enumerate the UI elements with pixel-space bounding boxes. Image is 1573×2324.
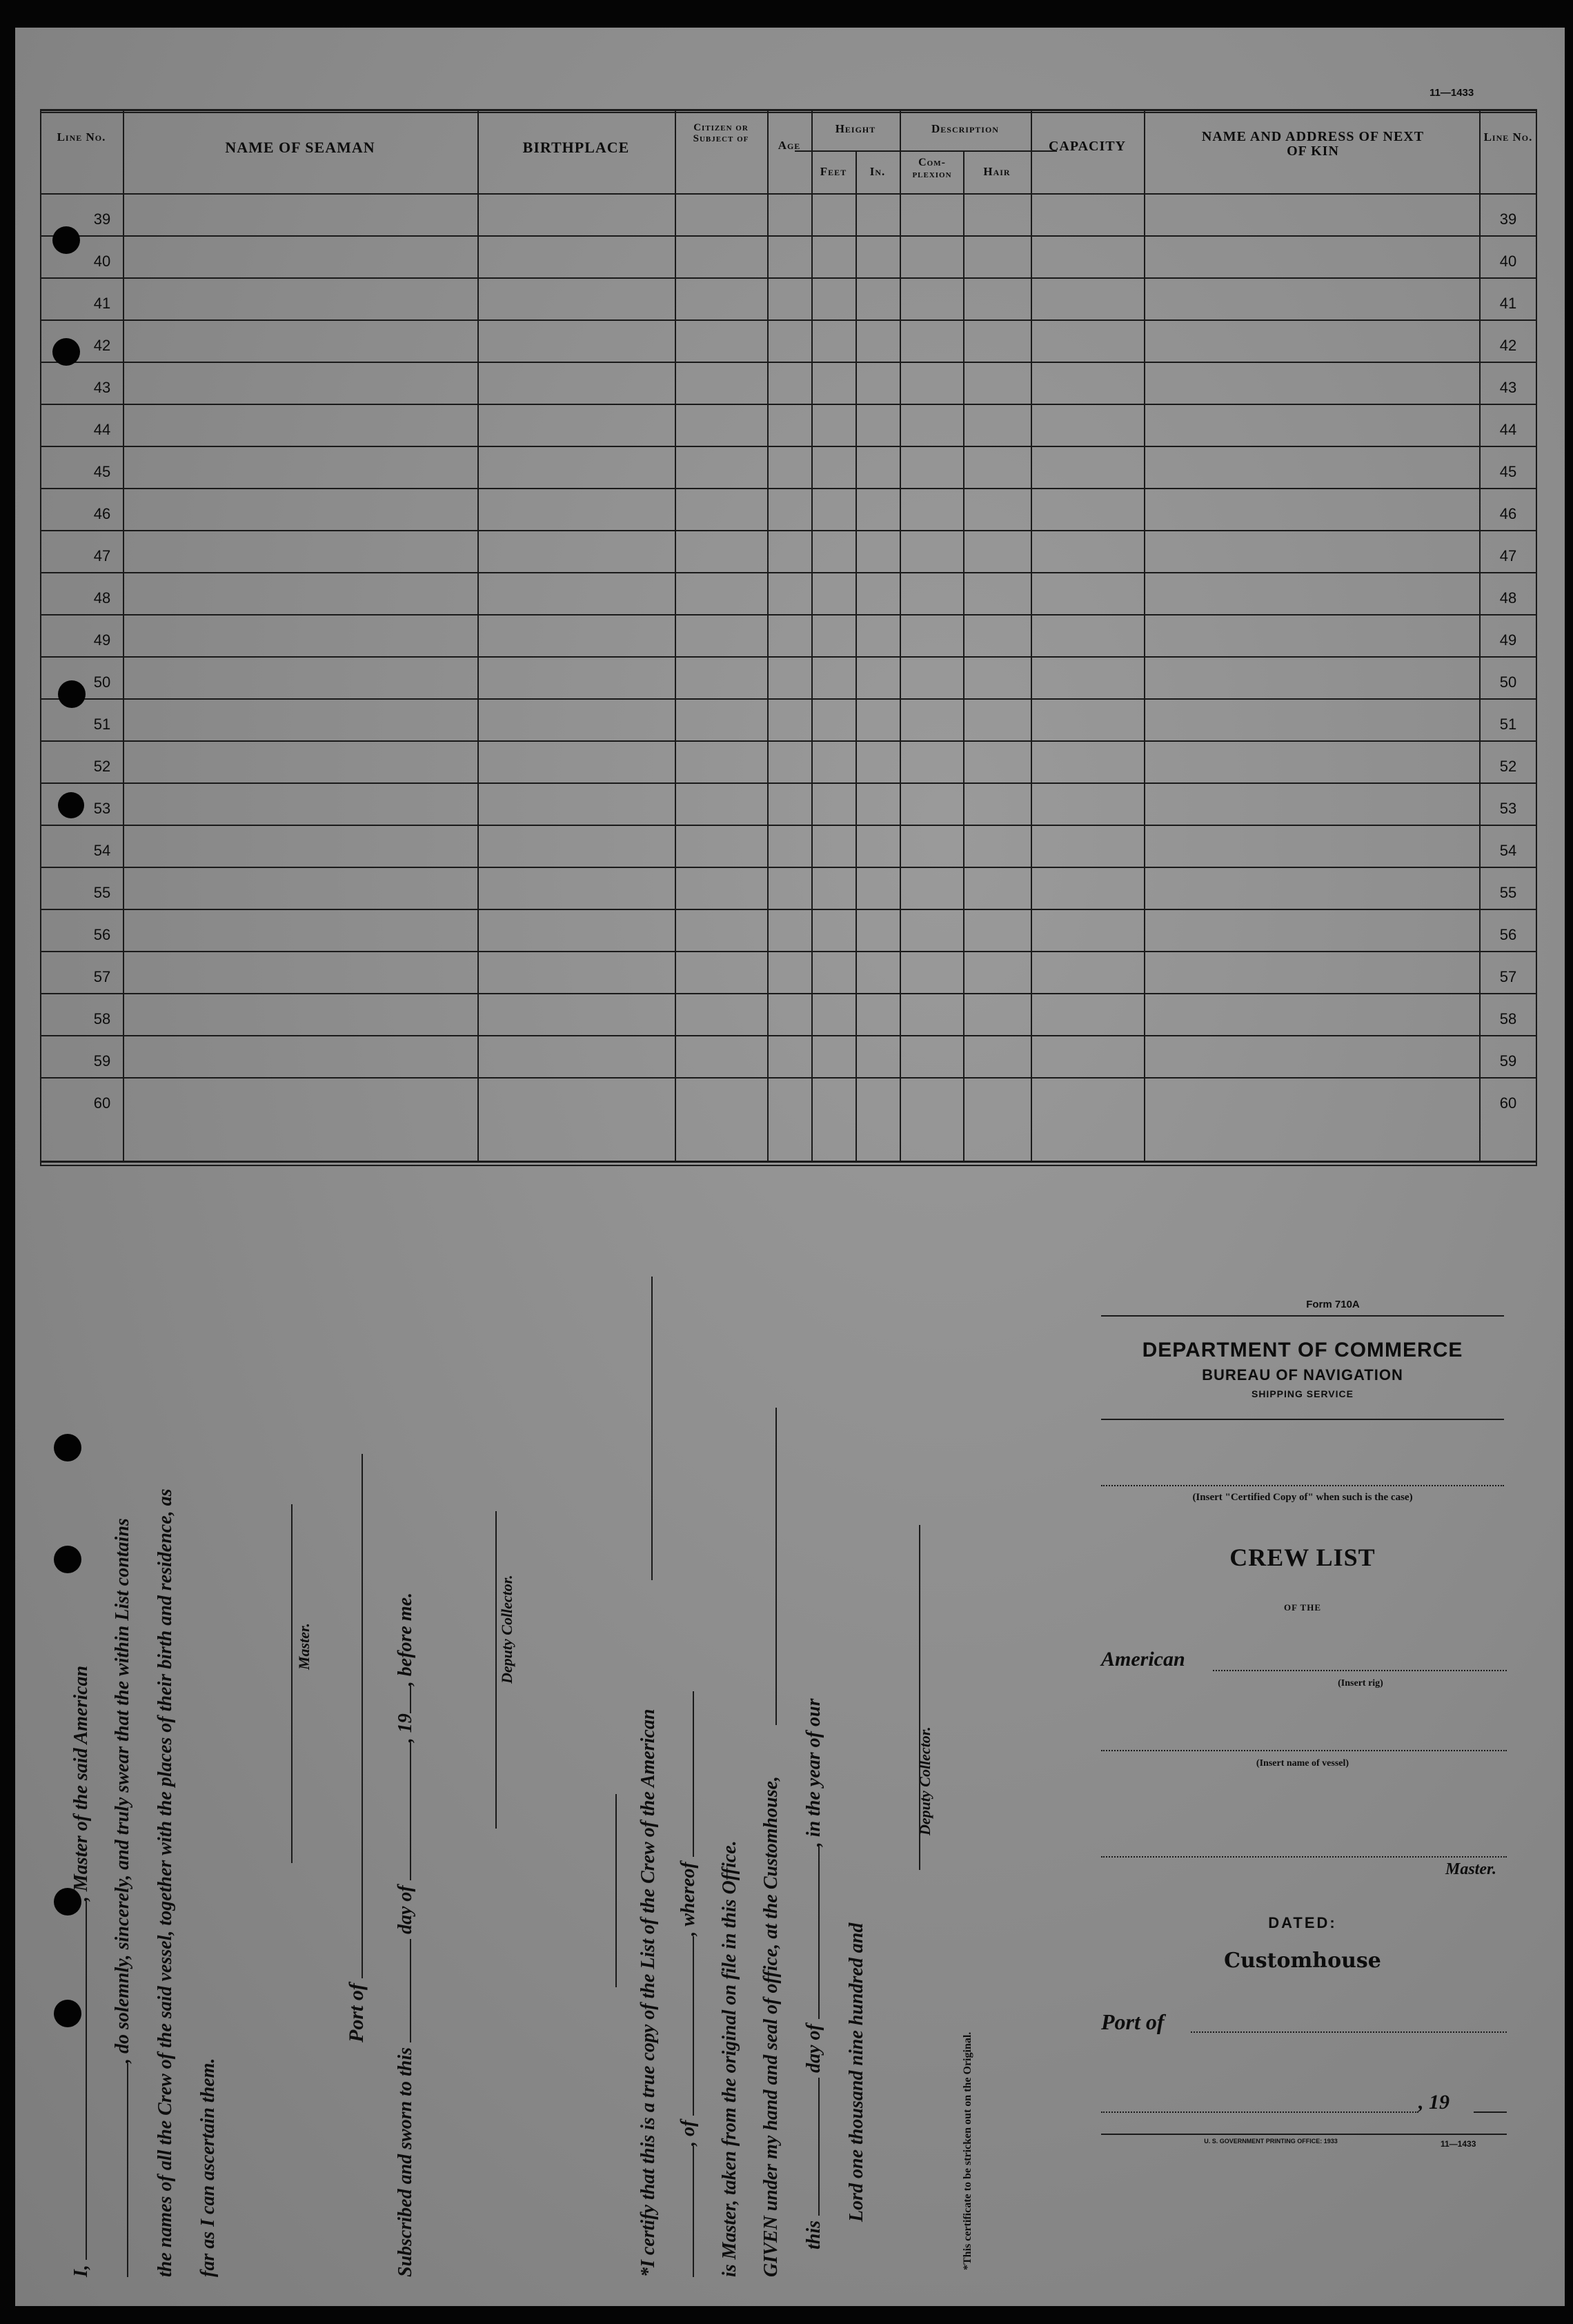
line-number-left: 42	[93, 337, 111, 354]
line-number-left: 57	[93, 968, 111, 985]
oath-i: I,	[70, 2265, 92, 2277]
deputy-collector-1: Deputy Collector.	[498, 1575, 515, 1684]
row-rule	[40, 488, 1537, 489]
header-complexion: Com-plexion	[912, 157, 952, 180]
line-number-left: 55	[93, 884, 111, 901]
header-description: Description	[931, 122, 999, 135]
deputy-collector-2: Deputy Collector.	[916, 1726, 933, 1835]
certificate-day-of: day of	[803, 2024, 824, 2073]
row-rule	[40, 909, 1537, 910]
row-rule	[40, 614, 1537, 616]
line-number-right: 42	[1499, 337, 1517, 354]
punch-hole	[52, 226, 80, 254]
insert-rig-note: (Insert rig)	[1338, 1678, 1383, 1688]
insert-vessel-note: (Insert name of vessel)	[1256, 1758, 1349, 1769]
line-number-right: 59	[1499, 1052, 1517, 1070]
header-capacity: CAPACITY	[1048, 139, 1127, 154]
certificate-line-3: is Master, taken from the original on file in this Office.	[719, 1840, 740, 2277]
cover-nineteen: , 19	[1418, 2091, 1450, 2114]
line-number-right: 48	[1499, 589, 1517, 607]
line-number-left: 50	[93, 673, 111, 691]
punch-hole	[52, 338, 80, 366]
row-rule	[40, 446, 1537, 447]
line-number-right: 50	[1499, 673, 1517, 691]
line-number-left: 58	[93, 1010, 111, 1027]
bureau-title: BUREAU OF NAVIGATION	[1202, 1366, 1403, 1383]
line-number-right: 46	[1499, 505, 1517, 522]
line-number-right: 51	[1499, 716, 1517, 733]
master-label: Master.	[295, 1623, 313, 1670]
divider-rule	[615, 1794, 617, 1987]
nineteen-label: , 19	[395, 1713, 416, 1743]
line-number-left: 39	[93, 210, 111, 228]
line-number-right: 54	[1499, 842, 1517, 859]
row-rule	[40, 572, 1537, 573]
row-rule	[40, 1035, 1537, 1036]
row-rule	[40, 404, 1537, 405]
line-number-right: 60	[1499, 1094, 1517, 1112]
punch-hole	[58, 792, 84, 818]
customhouse-label: Customhouse	[1224, 1949, 1381, 1973]
rig-field[interactable]	[1213, 1670, 1507, 1671]
row-rule	[40, 951, 1537, 952]
line-number-right: 41	[1499, 295, 1517, 312]
form-code-top: 11—1433	[1429, 87, 1474, 99]
row-rule	[40, 698, 1537, 700]
certified-copy-note: (Insert "Certified Copy of" when such is the case)	[1192, 1492, 1413, 1503]
row-rule	[40, 867, 1537, 868]
oath-ascertain: far as I can ascertain them.	[197, 2058, 219, 2277]
punch-hole	[58, 680, 86, 708]
line-number-right: 43	[1499, 379, 1517, 396]
row-rule	[40, 362, 1537, 363]
line-number-left: 53	[93, 800, 111, 817]
line-number-left: 40	[93, 253, 111, 270]
form-code-bottom: 11—1433	[1441, 2139, 1476, 2149]
department-title: DEPARTMENT OF COMMERCE	[1142, 1339, 1463, 1361]
line-number-left: 52	[93, 758, 111, 775]
line-number-left: 47	[93, 547, 111, 564]
gpo-line: U. S. GOVERNMENT PRINTING OFFICE: 1933	[1204, 2138, 1338, 2145]
line-number-right: 49	[1499, 631, 1517, 649]
line-number-left: 60	[93, 1094, 111, 1112]
master-field[interactable]	[1101, 1856, 1507, 1858]
header-citizen: Citizen or Subject of	[693, 122, 749, 144]
header-hair: Hair	[983, 165, 1011, 178]
date-field[interactable]	[1101, 2111, 1418, 2113]
row-rule	[40, 740, 1537, 742]
day-of-label: day of	[395, 1885, 416, 1934]
header-line-no-left: Line No.	[57, 130, 106, 144]
line-number-left: 43	[93, 379, 111, 396]
crew-list-sheet	[15, 28, 1565, 2306]
rotated-oath-block	[70, 1311, 1036, 2277]
subscribed-sworn: Subscribed and sworn to this	[395, 2047, 416, 2277]
header-birthplace: BIRTHPLACE	[522, 139, 630, 156]
row-rule	[40, 235, 1537, 237]
oath-names-of-crew: the names of all the Crew of the said vessel, together with the places of their birth and residence, as	[155, 1488, 176, 2277]
line-number-right: 39	[1499, 210, 1517, 228]
certificate-whereof: , whereof	[677, 1862, 699, 1936]
line-number-left: 46	[93, 505, 111, 522]
before-me: , before me.	[395, 1592, 416, 1686]
line-number-right: 44	[1499, 421, 1517, 438]
line-number-left: 49	[93, 631, 111, 649]
row-rule	[40, 782, 1537, 784]
row-rule	[40, 656, 1537, 658]
row-rule	[40, 319, 1537, 321]
line-number-right: 56	[1499, 926, 1517, 943]
line-number-left: 51	[93, 716, 111, 733]
header-feet: Feet	[820, 165, 847, 178]
line-number-right: 45	[1499, 463, 1517, 480]
oath-master-of-american: , Master of the said American	[70, 1665, 92, 1902]
form-number: Form 710A	[1306, 1299, 1360, 1310]
header-height: Height	[835, 122, 876, 135]
line-number-left: 44	[93, 421, 111, 438]
line-number-right: 47	[1499, 547, 1517, 564]
certificate-line-4: GIVEN under my hand and seal of office, at the Customhouse,	[760, 1775, 782, 2277]
master-signature-line	[291, 1504, 293, 1863]
dated-label: DATED:	[1268, 1914, 1337, 1931]
line-number-right: 52	[1499, 758, 1517, 775]
certificate-lord: Lord one thousand nine hundred and	[846, 1922, 867, 2222]
vessel-name-field[interactable]	[1101, 1750, 1507, 1751]
line-number-left: 54	[93, 842, 111, 859]
line-number-left: 56	[93, 926, 111, 943]
oath-solemnly-swear: , do solemnly, sincerely, and truly swear that the within List contains	[112, 1518, 133, 2063]
certificate-of: , of	[677, 2120, 699, 2146]
line-number-left: 41	[93, 295, 111, 312]
crew-list-title: CREW LIST	[1229, 1544, 1376, 1571]
line-number-left: 48	[93, 589, 111, 607]
row-rule	[40, 277, 1537, 279]
header-next-of-kin: NAME AND ADDRESS OF NEXT OF KIN	[1201, 129, 1425, 159]
line-number-right: 58	[1499, 1010, 1517, 1027]
port-of-label: Port of	[345, 1983, 368, 2042]
port-field[interactable]	[1191, 2031, 1507, 2033]
certificate-this: this	[803, 2220, 824, 2249]
of-the-label: OF THE	[1283, 1602, 1322, 1613]
line-number-right: 55	[1499, 884, 1517, 901]
header-age: Age	[778, 139, 801, 152]
line-number-right: 53	[1499, 800, 1517, 817]
service-title: SHIPPING SERVICE	[1251, 1388, 1354, 1399]
line-number-left: 45	[93, 463, 111, 480]
cover-master-label: Master.	[1445, 1860, 1496, 1878]
header-line-no-right: Line No.	[1483, 130, 1533, 144]
deputy-signature-line	[495, 1511, 497, 1829]
line-number-right: 40	[1499, 253, 1517, 270]
row-rule	[40, 825, 1537, 826]
certificate-line-1: *I certify that this is a true copy of the List of the Crew of the American	[637, 1708, 659, 2277]
row-rule	[40, 1077, 1537, 1079]
row-rule	[40, 993, 1537, 994]
line-number-left: 59	[93, 1052, 111, 1070]
crew-table	[40, 109, 1537, 1172]
header-inches: In.	[869, 165, 886, 178]
cover-port-of-label: Port of	[1101, 2009, 1165, 2034]
american-label: American	[1101, 1648, 1185, 1671]
certificate-footnote: *This certificate to be stricken out on the Original.	[962, 2031, 973, 2270]
certificate-in-the-year: , in the year of our	[803, 1698, 824, 1847]
row-rule	[40, 530, 1537, 531]
line-number-right: 57	[1499, 968, 1517, 985]
header-name-of-seaman: NAME OF SEAMAN	[225, 139, 375, 156]
